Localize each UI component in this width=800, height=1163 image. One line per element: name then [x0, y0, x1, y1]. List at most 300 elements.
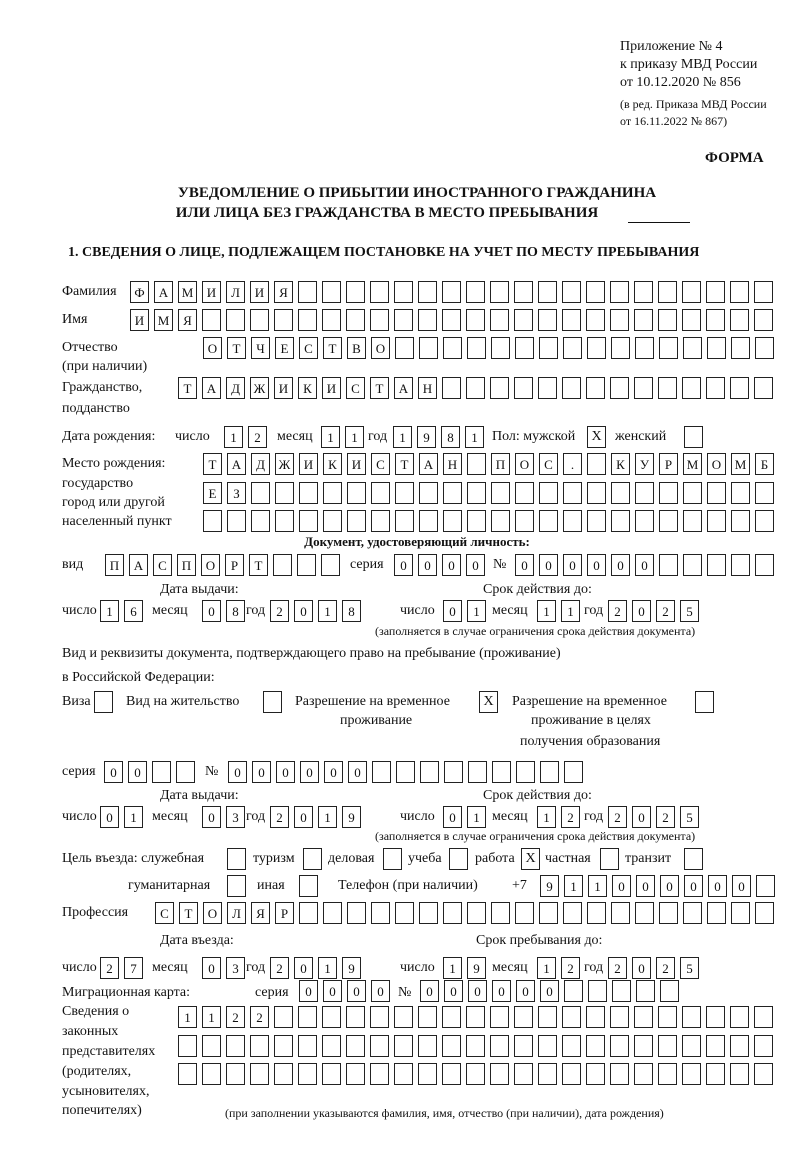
- char-box[interactable]: [371, 482, 390, 504]
- char-box[interactable]: 0: [444, 980, 463, 1002]
- char-box[interactable]: [538, 281, 557, 303]
- char-box[interactable]: 0: [492, 980, 511, 1002]
- char-box[interactable]: [395, 482, 414, 504]
- char-box[interactable]: Р: [275, 902, 294, 924]
- char-box[interactable]: 1: [318, 957, 337, 979]
- char-box[interactable]: [538, 1006, 557, 1028]
- char-box[interactable]: Т: [323, 337, 342, 359]
- char-box[interactable]: [659, 902, 678, 924]
- char-box[interactable]: [754, 309, 773, 331]
- char-box[interactable]: [419, 510, 438, 532]
- char-box[interactable]: 0: [300, 761, 319, 783]
- char-box[interactable]: [420, 761, 439, 783]
- char-box[interactable]: [755, 337, 774, 359]
- char-box[interactable]: 0: [128, 761, 147, 783]
- char-box[interactable]: [347, 902, 366, 924]
- purpose-official-checkbox[interactable]: [227, 848, 246, 870]
- char-box[interactable]: .: [563, 453, 582, 475]
- char-box[interactable]: [299, 482, 318, 504]
- char-box[interactable]: [587, 453, 606, 475]
- char-box[interactable]: Я: [178, 309, 197, 331]
- char-box[interactable]: [298, 1006, 317, 1028]
- char-box[interactable]: [707, 902, 726, 924]
- char-box[interactable]: [418, 309, 437, 331]
- char-box[interactable]: 5: [680, 806, 699, 828]
- char-box[interactable]: [706, 1035, 725, 1057]
- char-box[interactable]: [178, 1035, 197, 1057]
- char-box[interactable]: 0: [294, 806, 313, 828]
- char-box[interactable]: [396, 761, 415, 783]
- char-box[interactable]: [275, 482, 294, 504]
- char-box[interactable]: [467, 482, 486, 504]
- char-box[interactable]: К: [611, 453, 630, 475]
- char-box[interactable]: [176, 761, 195, 783]
- stay-year-field[interactable]: [608, 957, 699, 979]
- char-box[interactable]: [634, 309, 653, 331]
- id-issue-day-field[interactable]: [100, 600, 143, 622]
- char-box[interactable]: [682, 309, 701, 331]
- char-box[interactable]: И: [347, 453, 366, 475]
- entry-year-field[interactable]: [270, 957, 361, 979]
- char-box[interactable]: Т: [203, 453, 222, 475]
- char-box[interactable]: [370, 1063, 389, 1085]
- char-box[interactable]: [563, 902, 582, 924]
- right-doc-series-field[interactable]: [104, 761, 195, 783]
- char-box[interactable]: [395, 510, 414, 532]
- char-box[interactable]: [755, 482, 774, 504]
- char-box[interactable]: [539, 482, 558, 504]
- char-box[interactable]: [226, 1035, 245, 1057]
- char-box[interactable]: 2: [608, 806, 627, 828]
- char-box[interactable]: И: [274, 377, 293, 399]
- id-issue-year-field[interactable]: [270, 600, 361, 622]
- char-box[interactable]: Н: [443, 453, 462, 475]
- char-box[interactable]: 1: [467, 600, 486, 622]
- char-box[interactable]: 9: [342, 957, 361, 979]
- char-box[interactable]: [683, 337, 702, 359]
- patronymic-field[interactable]: [203, 337, 774, 359]
- char-box[interactable]: [658, 1035, 677, 1057]
- char-box[interactable]: [707, 482, 726, 504]
- char-box[interactable]: [298, 1063, 317, 1085]
- char-box[interactable]: 0: [394, 554, 413, 576]
- char-box[interactable]: С: [346, 377, 365, 399]
- char-box[interactable]: [682, 1063, 701, 1085]
- char-box[interactable]: [539, 902, 558, 924]
- char-box[interactable]: [394, 281, 413, 303]
- profession-field[interactable]: [155, 902, 774, 924]
- char-box[interactable]: [611, 902, 630, 924]
- char-box[interactable]: [562, 1063, 581, 1085]
- char-box[interactable]: 0: [563, 554, 582, 576]
- char-box[interactable]: [418, 1035, 437, 1057]
- id-valid-day-field[interactable]: [443, 600, 486, 622]
- char-box[interactable]: [178, 1063, 197, 1085]
- char-box[interactable]: 2: [608, 600, 627, 622]
- char-box[interactable]: [514, 281, 533, 303]
- char-box[interactable]: 9: [467, 957, 486, 979]
- char-box[interactable]: [442, 281, 461, 303]
- char-box[interactable]: [587, 510, 606, 532]
- char-box[interactable]: [418, 281, 437, 303]
- char-box[interactable]: [297, 554, 316, 576]
- char-box[interactable]: [682, 1035, 701, 1057]
- char-box[interactable]: 0: [632, 600, 651, 622]
- char-box[interactable]: 0: [347, 980, 366, 1002]
- purpose-other-checkbox[interactable]: [299, 875, 318, 897]
- char-box[interactable]: 0: [276, 761, 295, 783]
- char-box[interactable]: [466, 377, 485, 399]
- char-box[interactable]: 0: [443, 806, 462, 828]
- char-box[interactable]: 1: [100, 600, 119, 622]
- id-number-field[interactable]: [515, 554, 774, 576]
- char-box[interactable]: 0: [732, 875, 751, 897]
- char-box[interactable]: [754, 1035, 773, 1057]
- char-box[interactable]: И: [299, 453, 318, 475]
- char-box[interactable]: [563, 510, 582, 532]
- char-box[interactable]: И: [202, 281, 221, 303]
- char-box[interactable]: [587, 482, 606, 504]
- char-box[interactable]: [492, 761, 511, 783]
- char-box[interactable]: 2: [248, 426, 267, 448]
- char-box[interactable]: А: [202, 377, 221, 399]
- char-box[interactable]: [514, 377, 533, 399]
- char-box[interactable]: Ж: [275, 453, 294, 475]
- char-box[interactable]: [659, 337, 678, 359]
- char-box[interactable]: [756, 875, 775, 897]
- char-box[interactable]: С: [153, 554, 172, 576]
- id-valid-month-field[interactable]: [537, 600, 580, 622]
- char-box[interactable]: [611, 337, 630, 359]
- char-box[interactable]: [682, 281, 701, 303]
- char-box[interactable]: 0: [299, 980, 318, 1002]
- char-box[interactable]: 7: [124, 957, 143, 979]
- char-box[interactable]: [202, 309, 221, 331]
- char-box[interactable]: [419, 482, 438, 504]
- char-box[interactable]: [658, 377, 677, 399]
- char-box[interactable]: Л: [226, 281, 245, 303]
- char-box[interactable]: [346, 1063, 365, 1085]
- char-box[interactable]: 9: [342, 806, 361, 828]
- char-box[interactable]: [419, 337, 438, 359]
- citizenship-field[interactable]: [178, 377, 773, 399]
- char-box[interactable]: [683, 482, 702, 504]
- char-box[interactable]: [203, 510, 222, 532]
- char-box[interactable]: [226, 309, 245, 331]
- char-box[interactable]: [562, 1035, 581, 1057]
- char-box[interactable]: [538, 377, 557, 399]
- char-box[interactable]: 0: [420, 980, 439, 1002]
- char-box[interactable]: [658, 1063, 677, 1085]
- char-box[interactable]: [682, 377, 701, 399]
- char-box[interactable]: И: [322, 377, 341, 399]
- char-box[interactable]: 1: [443, 957, 462, 979]
- right-valid-day-field[interactable]: [443, 806, 486, 828]
- char-box[interactable]: [370, 309, 389, 331]
- right-valid-month-field[interactable]: [537, 806, 580, 828]
- char-box[interactable]: [610, 1006, 629, 1028]
- char-box[interactable]: [707, 337, 726, 359]
- char-box[interactable]: [442, 377, 461, 399]
- char-box[interactable]: 1: [202, 1006, 221, 1028]
- char-box[interactable]: 0: [466, 554, 485, 576]
- sex-male-checkbox[interactable]: X: [587, 426, 606, 448]
- char-box[interactable]: Т: [227, 337, 246, 359]
- char-box[interactable]: [371, 510, 390, 532]
- char-box[interactable]: 0: [371, 980, 390, 1002]
- stay-month-field[interactable]: [537, 957, 580, 979]
- char-box[interactable]: [563, 337, 582, 359]
- birth-place-field-3[interactable]: [203, 510, 774, 532]
- char-box[interactable]: 2: [270, 957, 289, 979]
- birth-day-field[interactable]: [224, 426, 267, 448]
- char-box[interactable]: Ж: [250, 377, 269, 399]
- char-box[interactable]: 8: [342, 600, 361, 622]
- char-box[interactable]: 0: [202, 600, 221, 622]
- char-box[interactable]: [514, 309, 533, 331]
- char-box[interactable]: [610, 309, 629, 331]
- char-box[interactable]: М: [178, 281, 197, 303]
- char-box[interactable]: [610, 281, 629, 303]
- char-box[interactable]: [275, 510, 294, 532]
- char-box[interactable]: [202, 1063, 221, 1085]
- right-issue-year-field[interactable]: [270, 806, 361, 828]
- char-box[interactable]: Р: [225, 554, 244, 576]
- char-box[interactable]: 0: [515, 554, 534, 576]
- entry-month-field[interactable]: [202, 957, 245, 979]
- char-box[interactable]: М: [154, 309, 173, 331]
- char-box[interactable]: К: [323, 453, 342, 475]
- char-box[interactable]: 1: [537, 806, 556, 828]
- char-box[interactable]: [442, 1063, 461, 1085]
- char-box[interactable]: 0: [684, 875, 703, 897]
- char-box[interactable]: [730, 1006, 749, 1028]
- char-box[interactable]: 9: [417, 426, 436, 448]
- char-box[interactable]: В: [347, 337, 366, 359]
- char-box[interactable]: [322, 1006, 341, 1028]
- char-box[interactable]: [683, 510, 702, 532]
- char-box[interactable]: Я: [251, 902, 270, 924]
- right-valid-year-field[interactable]: [608, 806, 699, 828]
- char-box[interactable]: [636, 980, 655, 1002]
- char-box[interactable]: [562, 1006, 581, 1028]
- char-box[interactable]: О: [371, 337, 390, 359]
- char-box[interactable]: 1: [224, 426, 243, 448]
- char-box[interactable]: [587, 902, 606, 924]
- char-box[interactable]: 0: [636, 875, 655, 897]
- char-box[interactable]: А: [419, 453, 438, 475]
- char-box[interactable]: [564, 980, 583, 1002]
- char-box[interactable]: [491, 510, 510, 532]
- right-doc-number-field[interactable]: [228, 761, 583, 783]
- char-box[interactable]: [466, 1063, 485, 1085]
- char-box[interactable]: [707, 554, 726, 576]
- char-box[interactable]: [538, 1063, 557, 1085]
- char-box[interactable]: А: [227, 453, 246, 475]
- char-box[interactable]: [730, 377, 749, 399]
- temp-residence-checkbox[interactable]: X: [479, 691, 498, 713]
- char-box[interactable]: [467, 902, 486, 924]
- char-box[interactable]: [395, 337, 414, 359]
- char-box[interactable]: 0: [612, 875, 631, 897]
- char-box[interactable]: М: [683, 453, 702, 475]
- char-box[interactable]: Т: [395, 453, 414, 475]
- char-box[interactable]: [562, 281, 581, 303]
- char-box[interactable]: [755, 510, 774, 532]
- char-box[interactable]: [754, 1006, 773, 1028]
- char-box[interactable]: [588, 980, 607, 1002]
- char-box[interactable]: 1: [318, 806, 337, 828]
- reps-field-1[interactable]: [178, 1006, 773, 1028]
- char-box[interactable]: [273, 554, 292, 576]
- char-box[interactable]: 5: [680, 600, 699, 622]
- char-box[interactable]: 1: [393, 426, 412, 448]
- char-box[interactable]: [491, 337, 510, 359]
- char-box[interactable]: 0: [539, 554, 558, 576]
- char-box[interactable]: Н: [418, 377, 437, 399]
- char-box[interactable]: [586, 281, 605, 303]
- char-box[interactable]: [659, 554, 678, 576]
- char-box[interactable]: [347, 482, 366, 504]
- char-box[interactable]: 2: [608, 957, 627, 979]
- char-box[interactable]: [634, 377, 653, 399]
- char-box[interactable]: 0: [611, 554, 630, 576]
- char-box[interactable]: [658, 1006, 677, 1028]
- char-box[interactable]: А: [394, 377, 413, 399]
- char-box[interactable]: И: [130, 309, 149, 331]
- char-box[interactable]: [466, 1006, 485, 1028]
- char-box[interactable]: [370, 1006, 389, 1028]
- char-box[interactable]: 8: [441, 426, 460, 448]
- char-box[interactable]: 2: [561, 957, 580, 979]
- char-box[interactable]: 0: [540, 980, 559, 1002]
- char-box[interactable]: [490, 281, 509, 303]
- char-box[interactable]: [419, 902, 438, 924]
- char-box[interactable]: [346, 309, 365, 331]
- char-box[interactable]: 0: [418, 554, 437, 576]
- char-box[interactable]: [731, 337, 750, 359]
- char-box[interactable]: [754, 377, 773, 399]
- char-box[interactable]: А: [154, 281, 173, 303]
- entry-day-field[interactable]: [100, 957, 143, 979]
- char-box[interactable]: [444, 761, 463, 783]
- char-box[interactable]: [516, 761, 535, 783]
- char-box[interactable]: Д: [251, 453, 270, 475]
- char-box[interactable]: [612, 980, 631, 1002]
- char-box[interactable]: 0: [443, 600, 462, 622]
- char-box[interactable]: [730, 281, 749, 303]
- char-box[interactable]: 2: [270, 600, 289, 622]
- char-box[interactable]: С: [371, 453, 390, 475]
- char-box[interactable]: 1: [467, 806, 486, 828]
- char-box[interactable]: 0: [202, 957, 221, 979]
- migration-number-field[interactable]: [420, 980, 679, 1002]
- char-box[interactable]: [250, 1035, 269, 1057]
- char-box[interactable]: 0: [635, 554, 654, 576]
- char-box[interactable]: 2: [226, 1006, 245, 1028]
- char-box[interactable]: А: [129, 554, 148, 576]
- char-box[interactable]: [514, 1035, 533, 1057]
- char-box[interactable]: [562, 377, 581, 399]
- char-box[interactable]: [706, 377, 725, 399]
- char-box[interactable]: [707, 510, 726, 532]
- char-box[interactable]: [298, 309, 317, 331]
- char-box[interactable]: И: [250, 281, 269, 303]
- char-box[interactable]: [442, 1006, 461, 1028]
- char-box[interactable]: [515, 482, 534, 504]
- char-box[interactable]: [443, 482, 462, 504]
- char-box[interactable]: [466, 281, 485, 303]
- char-box[interactable]: [515, 337, 534, 359]
- char-box[interactable]: [347, 510, 366, 532]
- char-box[interactable]: [634, 1035, 653, 1057]
- char-box[interactable]: О: [707, 453, 726, 475]
- char-box[interactable]: [298, 281, 317, 303]
- char-box[interactable]: [322, 1035, 341, 1057]
- char-box[interactable]: 2: [100, 957, 119, 979]
- char-box[interactable]: П: [491, 453, 510, 475]
- char-box[interactable]: 0: [660, 875, 679, 897]
- char-box[interactable]: [467, 510, 486, 532]
- char-box[interactable]: [418, 1063, 437, 1085]
- char-box[interactable]: [730, 1035, 749, 1057]
- temp-edu-checkbox[interactable]: [695, 691, 714, 713]
- char-box[interactable]: [635, 902, 654, 924]
- char-box[interactable]: [634, 1063, 653, 1085]
- name-field[interactable]: [130, 309, 773, 331]
- id-valid-year-field[interactable]: [608, 600, 699, 622]
- char-box[interactable]: [394, 1063, 413, 1085]
- reps-field-2[interactable]: [178, 1035, 773, 1057]
- char-box[interactable]: 1: [124, 806, 143, 828]
- birth-place-field-1[interactable]: [203, 453, 774, 475]
- char-box[interactable]: [706, 309, 725, 331]
- char-box[interactable]: [418, 1006, 437, 1028]
- char-box[interactable]: [274, 1063, 293, 1085]
- char-box[interactable]: [659, 482, 678, 504]
- char-box[interactable]: Т: [370, 377, 389, 399]
- char-box[interactable]: 6: [124, 600, 143, 622]
- char-box[interactable]: Б: [755, 453, 774, 475]
- char-box[interactable]: 2: [250, 1006, 269, 1028]
- char-box[interactable]: [202, 1035, 221, 1057]
- char-box[interactable]: [515, 510, 534, 532]
- char-box[interactable]: [658, 309, 677, 331]
- char-box[interactable]: 2: [656, 600, 675, 622]
- char-box[interactable]: [563, 482, 582, 504]
- char-box[interactable]: У: [635, 453, 654, 475]
- char-box[interactable]: 2: [270, 806, 289, 828]
- char-box[interactable]: 0: [294, 600, 313, 622]
- birth-place-field-2[interactable]: [203, 482, 774, 504]
- char-box[interactable]: К: [298, 377, 317, 399]
- char-box[interactable]: [394, 309, 413, 331]
- char-box[interactable]: О: [203, 902, 222, 924]
- char-box[interactable]: [514, 1006, 533, 1028]
- char-box[interactable]: [370, 281, 389, 303]
- purpose-work-checkbox[interactable]: X: [521, 848, 540, 870]
- char-box[interactable]: [634, 281, 653, 303]
- char-box[interactable]: 1: [178, 1006, 197, 1028]
- id-series-field[interactable]: [394, 554, 485, 576]
- id-issue-month-field[interactable]: [202, 600, 245, 622]
- char-box[interactable]: [514, 1063, 533, 1085]
- char-box[interactable]: [370, 1035, 389, 1057]
- char-box[interactable]: [587, 337, 606, 359]
- char-box[interactable]: [683, 554, 702, 576]
- char-box[interactable]: 2: [561, 806, 580, 828]
- char-box[interactable]: 1: [537, 957, 556, 979]
